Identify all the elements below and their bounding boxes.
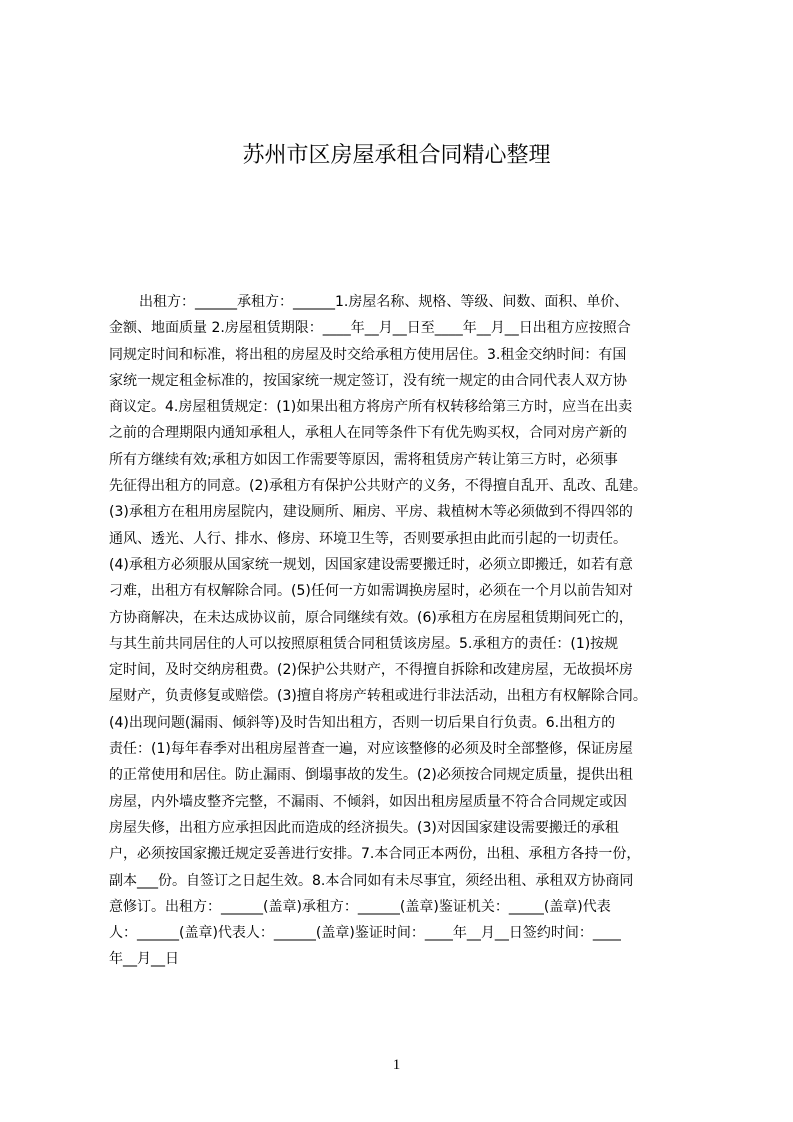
page-number: 1 xyxy=(392,1057,401,1073)
text-line: (4)出现问题(漏雨、倾斜等)及时告知出租方，否则一切后果自行负责。6.出租方的 xyxy=(109,714,616,731)
text-line: 家统一规定租金标准的，按国家统一规定签订，没有统一规定的由合同代表人双方协 xyxy=(109,372,627,389)
text-line: 房屋，内外墙皮整齐完整，不漏雨、不倾斜，如因出租房屋质量不符合合同规定或因 xyxy=(109,793,627,810)
text-line: 意修订。出租方：______(盖章)承租方：______(盖章)鉴证机关：_____(盖章)代表 xyxy=(109,898,611,915)
text-line: 责任：(1)每年春季对出租房屋普查一遍，对应该整修的必须及时全部整修，保证房屋 xyxy=(109,741,633,758)
text-line: 之前的合理期限内通知承租人，承租人在同等条件下有优先购买权，合同对房产新的 xyxy=(109,425,627,442)
text-line: 刁难，出租方有权解除合同。(5)任何一方如需调换房屋时，必须在一个月以前告知对 xyxy=(109,583,633,600)
text-line: 商议定。4.房屋租赁规定：(1)如果出租方将房产所有权转移给第三方时，应当在出卖 xyxy=(109,399,633,416)
text-line: 通风、透光、人行、排水、修房、环境卫生等，否则要承担由此而引起的一切责任。 xyxy=(109,530,627,547)
text-line: 的正常使用和居住。防止漏雨、倒塌事故的发生。(2)必须按合同规定质量，提供出租 xyxy=(109,767,633,784)
text-line: 年__月__日 xyxy=(109,951,179,968)
text-line: 户，必须按国家搬迁规定妥善进行安排。7.本合同正本两份，出租、承租方各持一份， xyxy=(109,846,641,863)
text-line: 屋财产，负责修复或赔偿。(3)擅自将房产转租或进行非法活动，出租方有权解除合同。 xyxy=(109,688,647,705)
text-line: 出租方：______承租方：______1.房屋名称、规格、等级、间数、面积、单价、 xyxy=(139,294,629,310)
text-line: 与其生前共同居住的人可以按照原租赁合同租赁该房屋。5.承租方的责任：(1)按规 xyxy=(109,635,619,652)
text-line: 金额、地面质量 2.房屋租赁期限：____年__月__日至____年__月__日出租方应按照合 xyxy=(109,320,631,337)
document-title: 苏州市区房屋承租合同精心整理 xyxy=(242,143,551,168)
text-line: (3)承租方在租用房屋院内，建设厕所、厢房、平房、栽植树木等必须做到不得四邻的 xyxy=(109,504,633,521)
text-line: 方协商解决，在未达成协议前，原合同继续有效。(6)承租方在房屋租赁期间死亡的， xyxy=(109,609,633,626)
text-line: (4)承租方必须服从国家统一规划，因国家建设需要搬迁时，必须立即搬迁，如若有意 xyxy=(109,556,633,573)
text-line: 同规定时间和标准，将出租的房屋及时交给承租方使用居住。3.租金交纳时间：有国 xyxy=(109,346,627,363)
text-line: 所有方继续有效;承租方如因工作需要等原因，需将租赁房产转让第三方时，必须事 xyxy=(109,451,618,468)
text-line: 房屋失修，出租方应承担因此而造成的经济损失。(3)对因国家建设需要搬迁的承租 xyxy=(109,819,619,836)
text-line: 定时间，及时交纳房租费。(2)保护公共财产，不得擅自拆除和改建房屋，无故损坏房 xyxy=(109,662,633,679)
text-line: 副本___份。自签订之日起生效。8.本合同如有未尽事宜，须经出租、承租双方协商同 xyxy=(109,872,634,889)
text-line: 人：______(盖章)代表人：______(盖章)鉴证时间：____年__月__日签约时间：____ xyxy=(109,925,621,942)
text-line: 先征得出租方的同意。(2)承租方有保护公共财产的义务，不得擅自乱开、乱改、乱建。 xyxy=(109,478,647,495)
contract-body xyxy=(109,289,696,989)
